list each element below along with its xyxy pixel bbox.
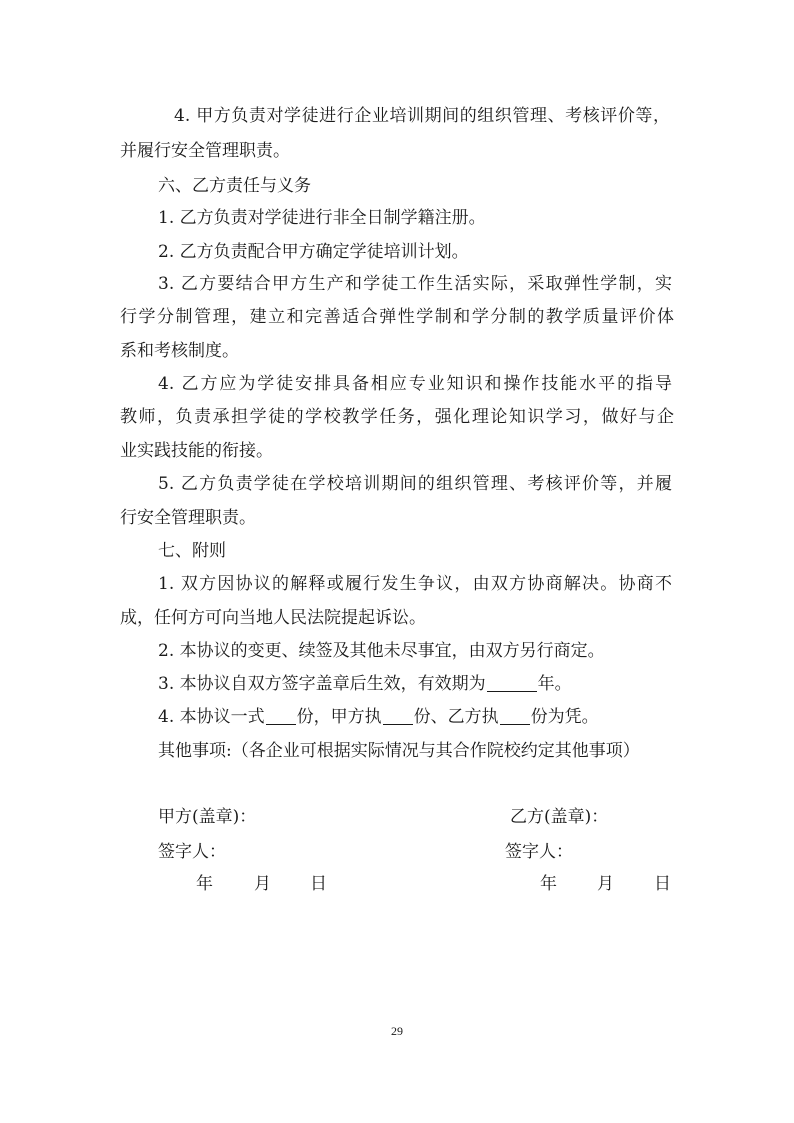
clause-b1: 1. 乙方负责对学徒进行非全日制学籍注册。 — [158, 208, 486, 228]
clause-c4-text4: 份为凭。 — [530, 707, 599, 727]
validity-period-blank[interactable] — [487, 673, 537, 692]
clause-b3-line3: 系和考核制度。 — [120, 341, 239, 361]
clause-b4-line3: 业实践技能的衔接。 — [120, 441, 273, 461]
clause-c3-unit: 年。 — [537, 674, 572, 694]
clause-c3-text: 3. 本协议自双方签字盖章后生效，有效期为 — [158, 674, 486, 694]
copies-party-a-blank[interactable] — [383, 706, 413, 725]
clause-b5-line1: 5. 乙方负责学徒在学校培训期间的组织管理、考核评价等，并履 — [158, 474, 672, 494]
clause-a4-line2: 并履行安全管理职责。 — [120, 141, 290, 161]
party-b-signer-label: 签字人： — [505, 842, 573, 862]
party-b-date-day: 日 — [654, 874, 671, 894]
clause-c1-line2: 成，任何方可向当地人民法院提起诉讼。 — [120, 608, 426, 628]
copies-total-blank[interactable] — [266, 706, 296, 725]
clause-b4-line2: 教师，负责承担学徒的学校教学任务，强化理论知识学习，做好与企 — [120, 407, 674, 427]
party-a-date-day: 日 — [310, 874, 327, 894]
party-a-date-month: 月 — [254, 874, 271, 894]
clause-b3-line2: 行学分制管理，建立和完善适合弹性学制和学分制的教学质量评价体 — [120, 307, 674, 327]
clause-c2: 2. 本协议的变更、续签及其他未尽事宜，由双方另行商定。 — [158, 641, 605, 661]
party-b-date-month: 月 — [597, 874, 614, 894]
party-b-seal-label: 乙方(盖章)： — [510, 807, 609, 827]
other-matters: 其他事项:（各企业可根据实际情况与其合作院校约定其他事项） — [158, 741, 640, 761]
section-heading-six: 六、乙方责任与义务 — [158, 176, 311, 196]
party-b-date-year: 年 — [540, 874, 557, 894]
section-heading-seven: 七、附则 — [158, 541, 226, 561]
clause-c3 — [158, 672, 572, 696]
page-number: 29 — [391, 1024, 403, 1038]
copies-party-b-blank[interactable] — [500, 706, 530, 725]
clause-c1-line1: 1. 双方因协议的解释或履行发生争议，由双方协商解决。协商不 — [158, 574, 672, 594]
clause-b3-line1: 3. 乙方要结合甲方生产和学徒工作生活实际，采取弹性学制，实 — [158, 274, 672, 294]
clause-b5-line2: 行安全管理职责。 — [120, 508, 256, 528]
clause-b4-line1: 4. 乙方应为学徒安排具备相应专业知识和操作技能水平的指导 — [158, 374, 672, 394]
clause-a4-line1: 4. 甲方负责对学徒进行企业培训期间的组织管理、考核评价等， — [174, 106, 670, 126]
clause-c4-text2: 份，甲方执 — [296, 707, 382, 727]
clause-c4-text3: 份、乙方执 — [413, 707, 499, 727]
party-a-date-year: 年 — [196, 874, 213, 894]
party-a-signer-label: 签字人： — [158, 842, 226, 862]
clause-c4-text1: 4. 本协议一式 — [158, 707, 265, 727]
clause-c4 — [158, 705, 599, 729]
clause-b2: 2. 乙方负责配合甲方确定学徒培训计划。 — [158, 242, 469, 262]
party-a-seal-label: 甲方(盖章)： — [158, 807, 257, 827]
